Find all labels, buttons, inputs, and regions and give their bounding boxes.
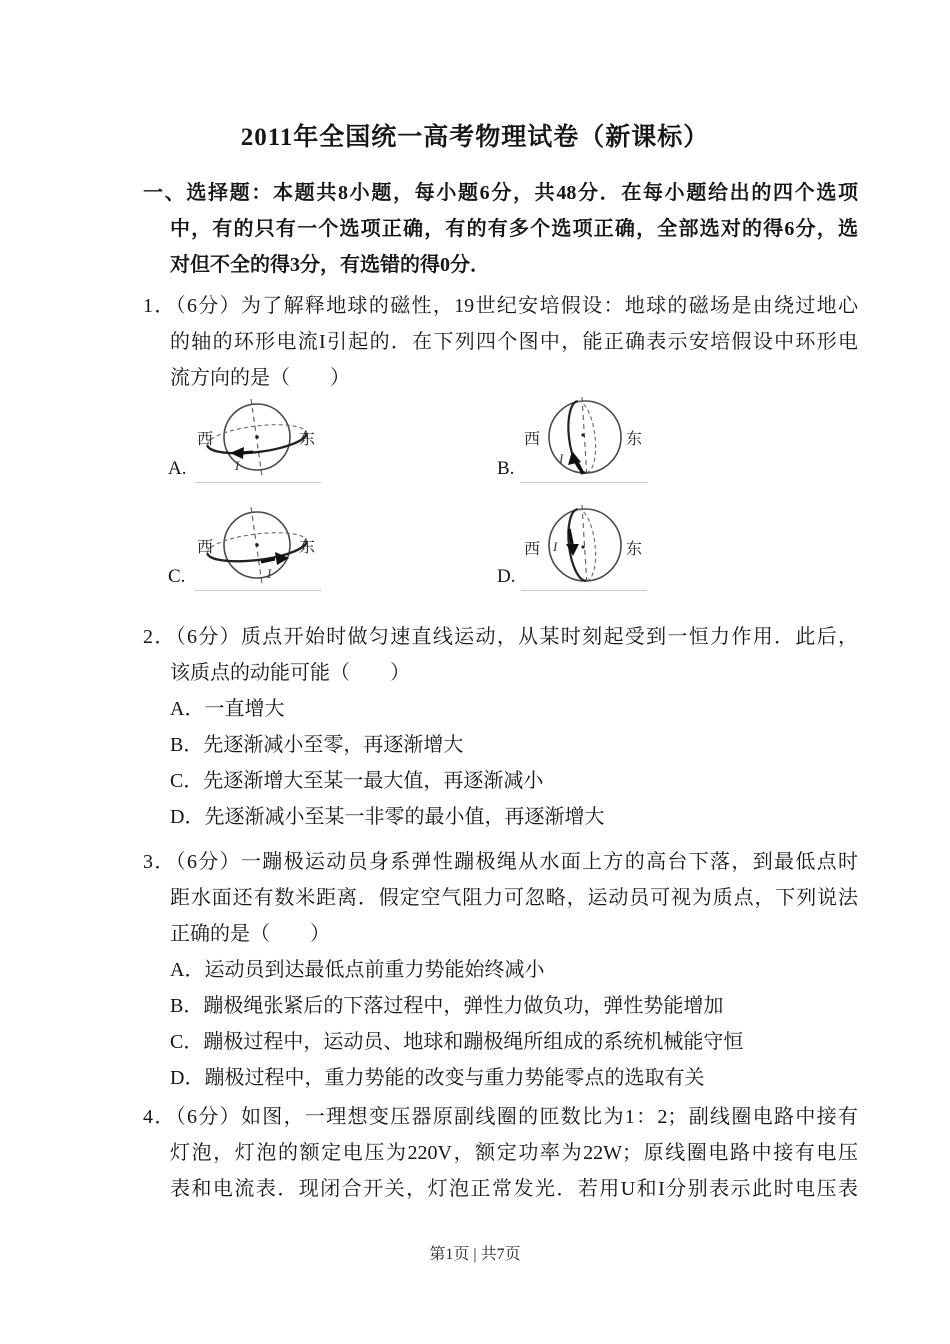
q2-option-d: D．先逐渐减小至某一非零的最小值，再逐渐增大 xyxy=(170,806,605,828)
question-1-line: 流方向的是（ ） xyxy=(170,367,350,389)
globe-equatorial-west-icon xyxy=(195,396,321,480)
q3-option-c: C．蹦极过程中，运动员、地球和蹦极绳所组成的系统机械能守恒 xyxy=(170,1031,744,1053)
q2-option-a: A．一直增大 xyxy=(170,698,285,720)
globe-figure-a xyxy=(195,396,321,483)
west-label: 西 xyxy=(197,431,214,448)
question-1-line: 1．（6分）为了解释地球的磁性，19世纪安培假设：地球的磁场是由绕过地心 xyxy=(143,295,858,317)
west-label: 西 xyxy=(197,539,214,556)
page-separator: | xyxy=(473,1246,477,1263)
question-1-figures xyxy=(143,396,858,602)
west-label: 西 xyxy=(524,431,541,448)
page-title: 2011年全国统一高考物理试卷（新课标） xyxy=(240,124,710,151)
question-4-line: 表和电流表．现闭合开关，灯泡正常发光．若用U和I分别表示此时电压表 xyxy=(170,1178,858,1200)
question-2-line: 该质点的动能可能（ ） xyxy=(170,662,410,684)
east-label: 东 xyxy=(626,431,643,448)
question-1-line: 的轴的环形电流I引起的．在下列四个图中，能正确表示安培假设中环形电 xyxy=(170,331,858,353)
q2-option-c: C．先逐渐增大至某一最大值，再逐渐减小 xyxy=(170,770,544,792)
question-2-line: 2．（6分）质点开始时做匀速直线运动，从某时刻起受到一恒力作用．此后， xyxy=(143,626,858,648)
globe-meridional-up-icon xyxy=(521,396,647,480)
instruction-line: 一、选择题：本题共8小题，每小题6分，共48分．在每小题给出的四个选项 xyxy=(143,182,858,204)
east-label: 东 xyxy=(626,541,643,558)
question-1 xyxy=(143,288,858,396)
question-3-line: 距水面还有数米距离．假定空气阻力可忽略，运动员可视为质点，下列说法 xyxy=(170,887,858,909)
question-4-line: 4．（6分）如图，一理想变压器原副线圈的匝数比为1：2；副线圈电路中接有 xyxy=(143,1106,858,1128)
globe-equatorial-east-icon xyxy=(195,504,321,588)
instruction-line: 对但不全的得3分，有选错的得0分． xyxy=(170,254,490,276)
question-3-line: 3．（6分）一蹦极运动员身系弹性蹦极绳从水面上方的高台下落，到最低点时 xyxy=(143,851,858,873)
globe-meridional-down-icon xyxy=(521,504,647,588)
q3-option-b: B．蹦极绳张紧后的下落过程中，弹性力做负功，弹性势能增加 xyxy=(170,995,724,1017)
globe-figure-d xyxy=(521,504,647,591)
page-total: 共7页 xyxy=(480,1246,521,1263)
west-label: 西 xyxy=(524,541,541,558)
question-3-line: 正确的是（ ） xyxy=(170,923,330,945)
current-label: I xyxy=(267,566,272,581)
question-4 xyxy=(143,1099,858,1207)
globe-figure-c xyxy=(195,504,321,591)
instruction-line: 中，有的只有一个选项正确，有的有多个选项正确，全部选对的得6分，选 xyxy=(170,218,858,240)
figure-label-d: D. xyxy=(497,566,516,587)
q3-option-a: A．运动员到达最低点前重力势能始终减小 xyxy=(170,959,545,981)
current-label: I xyxy=(559,451,564,466)
current-label: I xyxy=(553,539,558,554)
page-number: 第1页 xyxy=(429,1246,470,1263)
east-label: 东 xyxy=(299,539,316,556)
globe-figure-b xyxy=(521,396,647,483)
figure-label-a: A. xyxy=(168,458,187,479)
question-2 xyxy=(143,619,858,835)
question-3 xyxy=(143,844,858,1096)
figure-label-c: C. xyxy=(168,566,186,587)
section-instructions xyxy=(143,175,858,283)
q2-option-b: B．先逐渐减小至零，再逐渐增大 xyxy=(170,734,464,756)
page-footer xyxy=(0,1243,950,1267)
q3-option-d: D．蹦极过程中，重力势能的改变与重力势能零点的选取有关 xyxy=(170,1067,705,1089)
figure-label-b: B. xyxy=(497,458,515,479)
current-label: I xyxy=(235,458,240,473)
east-label: 东 xyxy=(299,431,316,448)
question-4-line: 灯泡，灯泡的额定电压为220V，额定功率为22W；原线圈电路中接有电压 xyxy=(170,1142,858,1164)
